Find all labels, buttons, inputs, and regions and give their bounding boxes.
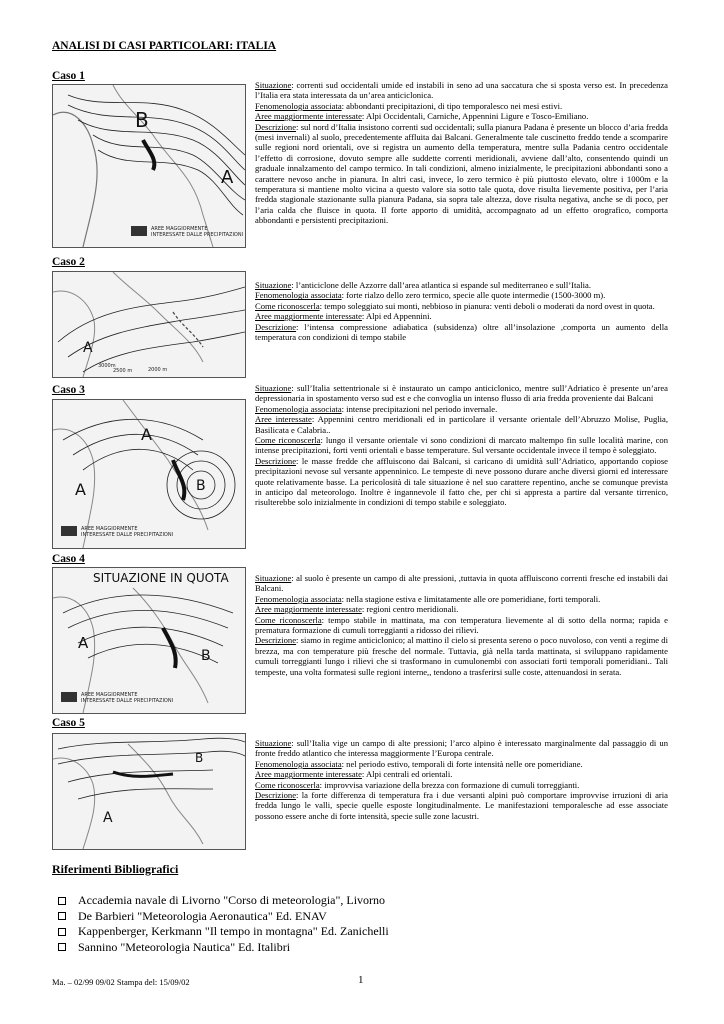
descrizione-label: Descrizione (255, 455, 297, 466)
caso-3-map (52, 399, 246, 549)
descrizione-label: Descrizione (255, 790, 297, 801)
reference-text: Sannino "Meteorologia Nautica" Ed. Italibri (78, 939, 291, 954)
caso-3-text (255, 383, 668, 508)
come-text: : tempo stabile in mattinata, ma con temperatura lievemente al di sotto della norma; rapida e prematura formazione di cumuli torreggianti a ridosso dei rilievi. (255, 614, 669, 636)
fenomenologia-text: : nella stagione estiva e limitatamente alle ore pomeridiane, forti temporali. (341, 593, 601, 604)
checkbox-bullet-icon (58, 943, 66, 951)
fenomenologia-text: : nel periodo estivo, temporali di forte intensità nelle ore pomeridiane. (341, 758, 583, 769)
page-title: ANALISI DI CASI PARTICOLARI: ITALIA (52, 40, 277, 52)
map-title: SITUAZIONE IN QUOTA (93, 571, 229, 585)
caso-5-text (255, 738, 668, 821)
descrizione-label: Descrizione (255, 121, 297, 132)
fenomenologia-label: Fenomenologia associata (255, 758, 342, 769)
aree-label: Aree maggiormente interessate (255, 604, 362, 615)
map-legend-line2: INTERESSATE DALLE PRECIPITAZIONI (81, 532, 174, 538)
come-text: : tempo soleggiato sui monti, nebbioso in pianura: venti deboli o moderati da nord ovest in quota. (319, 300, 655, 311)
situazione-text: : sull’Italia settentrionale si è instaurato un campo anticiclonico, mentre sull’Adriatico è presente un’area depressionaria in spostamento verso sud est e che convoglia un intenso flusso di aria fredda proveniente dai Balcani (255, 383, 668, 404)
situazione-label: Situazione (255, 383, 292, 393)
map-low-pressure-letter: B (196, 478, 206, 494)
situazione-text: : correnti sud occidentali umide ed instabili in seno ad una saccatura che si sposta verso est. In precedenza l’Italia era stata interessata da un’area anticiclonica. (255, 80, 668, 101)
fenomenologia-label: Fenomenologia associata (255, 290, 342, 301)
descrizione-label: Descrizione (255, 321, 297, 332)
list-item (58, 940, 389, 956)
map-high-pressure-letter: A (83, 340, 93, 356)
map-legend-line1: AREE MAGGIORMENTE (81, 692, 138, 698)
checkbox-bullet-icon (58, 928, 66, 936)
come-label: Come riconoscerla (255, 435, 321, 446)
situazione-label: Situazione (255, 573, 292, 583)
aree-text: : Alpi Occidentali, Carniche, Appennini Ligure e Tosco-Emiliano. (361, 111, 589, 122)
situazione-text: : al suolo è presente un campo di alte pressioni, ,tuttavia in quota affluiscono correnti fresche ed instabili dai Balcani. (255, 573, 668, 594)
aree-label: Aree maggiormente interessate (255, 769, 362, 780)
caso-3-label: Caso 3 (52, 384, 85, 396)
descrizione-text: : siamo in regime anticiclonico; al mattino il cielo si presenta sereno o poco nuvoloso, con venti a regime di brezza, ma con temperature più fresche del normale. Tuttavia, già nella tarda mattinata, si sviluppano rapidamente cumuli torreggianti lungo i rilievi che si trasformano in cumulonembi con associati forti temporali pomeridiani.. Tali tempeste, una volta formatesi sulle regioni interne,, tendono a trasferirsi sulle coste, attenuandosi in serata. (255, 635, 668, 677)
map-legend-line1: AREE MAGGIORMENTE (81, 526, 138, 532)
map-high-pressure-letter: A (78, 634, 89, 652)
descrizione-label: Descrizione (255, 635, 297, 646)
reference-text: Accademia navale di Livorno "Corso di meteorologia", Livorno (78, 893, 386, 907)
situazione-label: Situazione (255, 738, 292, 748)
fenomenologia-text: : forte rialzo dello zero termico, specie alle quote intermedie (1500-3000 m). (341, 290, 606, 301)
caso-4-label: Caso 4 (52, 553, 85, 565)
descrizione-text: : le masse fredde che affluiscono dai Balcani, si caricano di umidità sull’Adriatico, apportando copiose precipitazioni nevose sul versante appenninico. Le tempeste di neve possono durare anche diversi giorni ed interessare quote relativamente basse. La pericolosità di tale situazione è nel suo carattere repentino, anche se comunque prevista in anticipo dal meteorologo. Inoltre è ingannevole il fatto che, per chi si appresta a partire dal versante tirrenico, risulterebbe solo inizialmente in condizioni di tempo stabile e soleggiato. (255, 455, 668, 508)
come-label: Come riconoscerla (255, 614, 322, 625)
aree-label: Aree maggiormente interessate (255, 311, 362, 322)
list-item (58, 924, 389, 940)
aree-text: : Appennini centro meridionali ed in particolare il versante orientale dell’Abruzzo Molise, Puglia, Basilicata e Calabria.. (255, 414, 668, 435)
fenomenologia-label: Fenomenologia associata (255, 403, 342, 414)
caso-4-map (52, 567, 246, 714)
caso-5-map (52, 733, 246, 850)
checkbox-bullet-icon (58, 912, 66, 920)
map-isoline-3000: 3000m (98, 363, 116, 369)
descrizione-text: : l’intensa compressione adiabatica (subsidenza) oltre all’insolazione ,comporta un aumento della temperatura con condizioni di tempo stabile (255, 321, 668, 343)
checkbox-bullet-icon (58, 897, 66, 905)
reference-text: Kappenberger, Kerkmann "Il tempo in montagna" Ed. Zanichelli (78, 924, 389, 938)
aree-label: Aree maggiormente interessate (255, 111, 362, 122)
come-text: : improvvisa variazione della brezza con formazione di cumuli torreggianti. (319, 779, 580, 790)
map-low-pressure-letter: B (201, 648, 211, 664)
come-label: Come riconoscerla (255, 300, 320, 311)
list-item (58, 893, 389, 909)
fenomenologia-text: : intense precipitazioni nel periodo invernale. (341, 403, 498, 414)
caso-5-label: Caso 5 (52, 717, 85, 729)
situazione-label: Situazione (255, 80, 292, 90)
references-list (58, 893, 389, 955)
map-isoline-2500: 2500 m (113, 368, 133, 374)
caso-2-text (255, 280, 668, 342)
descrizione-text: : la forte differenza di temperatura fra i due versanti alpini può comportare improvvise irruzioni di aria fredda lungo le valli, specie quelle esposte longitudinalmente. Le manifestazioni temporalesche ad esse associate possono essere anche di forte intensità, specie sulle zone lacustri. (255, 790, 668, 821)
aree-label: Aree interessate (255, 414, 312, 425)
come-text: : lungo il versante orientale vi sono condizioni di marcato maltempo fin sulle località marine, con intense precipitazioni, forti venti orientali e basse temperature. Sul versante occidentale invece il tempo è soleggiato. (255, 435, 668, 456)
caso-2-map (52, 271, 246, 378)
fenomenologia-text: : abbondanti precipitazioni, di tipo temporalesco nei mesi estivi. (341, 100, 563, 111)
map-high-pressure-letter: A (103, 810, 113, 826)
descrizione-text: : sul nord d’Italia insistono correnti sud occidentali; sulla pianura Padana è presente un blocco d’aria fredda (mesi invernali) al suolo, precedentemente affluita dai Balcani. Generalmente tale cuscinetto freddo tende a scomparire sulle regioni nord orientali, ove si registra un aumento della temperatura, mentre sulla Padania centro occidentale l’effetto di corrosione, dovuto sempre alle suddette correnti meridionali, avviene dall’alto, consentendo quindi un graduale innalzamento del campo termico. In tali condizioni, almeno inizialmente, le precipitazioni abbondanti sono a carattere nevoso anche in pianura. In altri casi, invece, lo zero termico è più piuttosto elevato, oltre i 1000m e la temperatura si mantiene molto vicina a questo valore sia sotto tale quota, dove risulta lievemente positiva, per l’aria fredda stagionale stazionante sulla pianura Padana, sia sopra tale altezza, dove risulta negativa, anche se di poco, per l’aria calda che fluisce in quota. Il forte apporto di umidità, accompagnato ad un effetto orografico, comporta abbondanti e persistenti precipitazioni. (255, 121, 668, 226)
list-item (58, 909, 389, 925)
caso-1-map (52, 84, 246, 248)
references-title: Riferimenti Bibliografici (52, 862, 179, 876)
map-high-pressure-letter-west: A (75, 480, 86, 499)
come-label: Come riconoscerla (255, 779, 320, 790)
caso-1-text (255, 80, 668, 226)
map-legend-line2: INTERESSATE DALLE PRECIPITAZIONI (151, 232, 244, 238)
fenomenologia-label: Fenomenologia associata (255, 100, 342, 111)
situazione-text: : sull’Italia vige un campo di alte pressioni; l’arco alpino è interessato marginalmente dal passaggio di un fronte freddo atlantico che interessa maggiormente l’Europa centrale. (255, 738, 668, 759)
situazione-label: Situazione (255, 280, 292, 290)
caso-1-label: Caso 1 (52, 70, 85, 82)
fenomenologia-label: Fenomenologia associata (255, 593, 342, 604)
page-number: 1 (358, 974, 364, 986)
map-legend-line2: INTERESSATE DALLE PRECIPITAZIONI (81, 698, 174, 704)
aree-text: : Alpi centrali ed orientali. (361, 769, 453, 780)
map-low-pressure-letter: B (135, 108, 149, 132)
aree-text: : Alpi ed Appennini. (361, 311, 432, 322)
map-legend-line1: AREE MAGGIORMENTE (151, 226, 208, 232)
map-low-pressure-letter: B (195, 751, 204, 765)
map-isoline-2000: 2000 m (148, 367, 168, 373)
footer-info: Ma. – 02/99 09/02 Stampa del: 15/09/02 (52, 977, 190, 987)
situazione-text: : l’anticiclone delle Azzorre dall’area atlantica si espande sul mediterraneo e sull’Italia. (291, 280, 591, 290)
caso-4-text (255, 573, 668, 677)
caso-2-label: Caso 2 (52, 256, 85, 268)
aree-text: : regioni centro meridionali. (361, 604, 459, 615)
map-high-pressure-letter: A (221, 167, 234, 188)
map-high-pressure-letter-north: A (141, 425, 152, 444)
reference-text: De Barbieri "Meteorologia Aeronautica" Ed. ENAV (78, 908, 327, 923)
